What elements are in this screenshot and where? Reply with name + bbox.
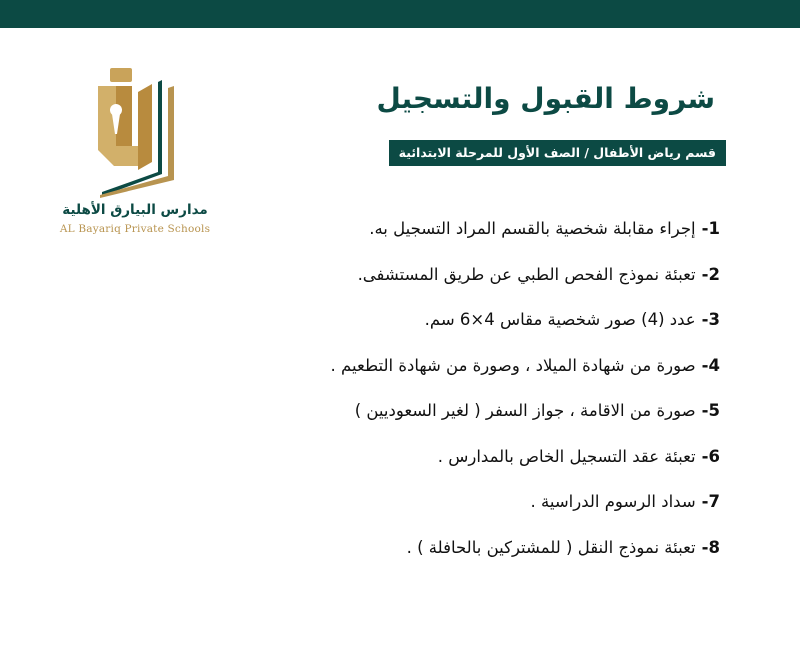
item-text: تعبئة عقد التسجيل الخاص بالمدارس . xyxy=(437,446,696,466)
item-number: 4- xyxy=(701,355,720,375)
item-text: عدد (4) صور شخصية مقاس 4×6 سم. xyxy=(424,310,696,329)
list-item xyxy=(160,438,720,484)
item-number: 2- xyxy=(701,264,720,284)
item-number: 3- xyxy=(701,310,720,329)
list-item xyxy=(160,301,720,347)
list-item xyxy=(160,256,720,302)
list-item xyxy=(160,483,720,529)
item-text: إجراء مقابلة شخصية بالقسم المراد التسجيل به. xyxy=(369,219,696,238)
item-number: 1- xyxy=(701,219,720,238)
item-number: 5- xyxy=(701,401,720,420)
item-number: 8- xyxy=(701,537,720,557)
item-text: تعبئة نموذج النقل ( للمشتركين بالحافلة ) . xyxy=(406,537,696,557)
requirements-list xyxy=(160,210,720,574)
item-number: 7- xyxy=(701,492,720,511)
item-text: سداد الرسوم الدراسية . xyxy=(530,492,696,511)
section-subtitle: قسم رياض الأطفال / الصف الأول للمرحلة الابتدائية xyxy=(389,140,726,166)
item-number: 6- xyxy=(701,446,720,466)
school-name-arabic: مدارس البيارق الأهلية xyxy=(62,202,208,218)
al-bayariq-logo-icon xyxy=(92,62,178,198)
item-text: صورة من الاقامة ، جواز السفر ( لغير السعوديين ) xyxy=(354,401,696,420)
item-text: صورة من شهادة الميلاد ، وصورة من شهادة التطعيم . xyxy=(330,355,696,375)
top-bar xyxy=(0,0,800,28)
page-title: شروط القبول والتسجيل xyxy=(376,82,715,115)
item-text: تعبئة نموذج الفحص الطبي عن طريق المستشفى. xyxy=(357,264,696,284)
list-item xyxy=(160,392,720,438)
list-item xyxy=(160,529,720,575)
list-item xyxy=(160,347,720,393)
school-name-english: AL Bayariq Private Schools xyxy=(59,223,211,235)
list-item xyxy=(160,210,720,256)
